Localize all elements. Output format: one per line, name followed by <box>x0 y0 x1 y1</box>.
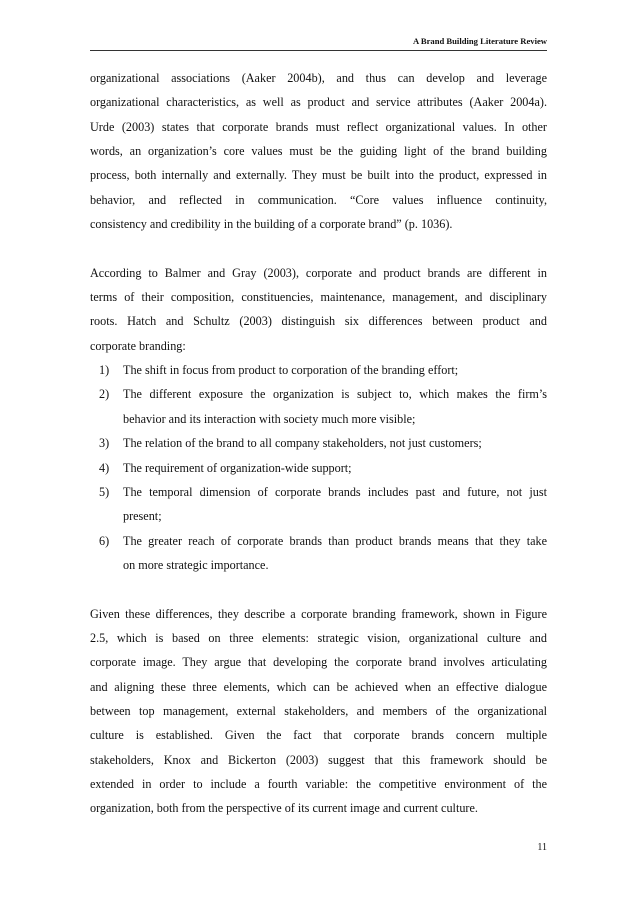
text-line: organizational associations (Aaker 2004b), and thus can develop and leverage <box>90 71 547 85</box>
list-number: 3) <box>99 436 110 451</box>
text-line: on more strategic importance. <box>123 557 269 572</box>
header-rule <box>90 50 547 51</box>
text-line: extended in order to include a fourth variable: the competitive environment of the <box>90 776 547 791</box>
list-number: 5) <box>99 484 110 499</box>
list-item <box>90 456 547 480</box>
text-line: between top management, external stakeholders, and members of the organizational <box>90 703 547 718</box>
page-number: 11 <box>537 842 547 853</box>
page-body <box>90 66 547 821</box>
paragraph-3 <box>90 602 547 821</box>
text-line: According to Balmer and Gray (2003), corporate and product brands are different in <box>90 265 547 280</box>
list-number: 6) <box>99 533 110 548</box>
running-header: A Brand Building Literature Review <box>412 36 547 46</box>
text-line: organizational characteristics, as well as product and service attributes (Aaker 2004a). <box>90 95 547 110</box>
text-line: present; <box>123 509 162 524</box>
list-item <box>90 431 547 455</box>
text-line: The greater reach of corporate brands than product brands means that they take <box>123 533 547 548</box>
list-number: 1) <box>99 363 110 378</box>
differences-list <box>90 358 547 577</box>
text-line: culture is established. Given the fact that corporate brands concern multiple <box>90 728 547 743</box>
text-line: stakeholders, Knox and Bickerton (2003) suggest that this framework should be <box>90 752 547 767</box>
text-line: organization, both from the perspective of its current image and current culture. <box>90 801 478 816</box>
list-number: 4) <box>99 460 110 475</box>
text-line: The relation of the brand to all company stakeholders, not just customers; <box>123 436 482 451</box>
text-line: 2.5, which is based on three elements: strategic vision, organizational culture and <box>90 630 547 645</box>
text-line: Given these differences, they describe a corporate branding framework, shown in Figure <box>90 606 547 621</box>
text-line: roots. Hatch and Schultz (2003) distinguish six differences between product and <box>90 314 547 329</box>
text-line: behavior, and reflected in communication. “Core values influence continuity, <box>90 192 547 207</box>
list-item <box>90 382 547 431</box>
list-item <box>90 480 547 529</box>
text-line: corporate image. They argue that developing the corporate brand involves articulating <box>90 655 547 670</box>
text-line: words, an organization’s core values must be the guiding light of the brand building <box>90 144 547 159</box>
text-line: process, both internally and externally. They must be built into the product, expressed in <box>90 168 547 183</box>
list-item <box>90 529 547 578</box>
text-line: The different exposure the organization is subject to, which makes the firm’s <box>123 387 547 402</box>
text-line: corporate branding: <box>90 338 186 353</box>
text-line: behavior and its interaction with society much more visible; <box>123 411 416 426</box>
paragraph-1 <box>90 66 547 236</box>
text-line: The shift in focus from product to corporation of the branding effort; <box>123 363 459 378</box>
text-line: terms of their composition, constituencies, maintenance, management, and disciplinary <box>90 290 547 305</box>
list-item <box>90 358 547 382</box>
text-line: The requirement of organization-wide support; <box>123 460 352 475</box>
text-line: The temporal dimension of corporate brands includes past and future, not just <box>123 484 547 499</box>
text-line: consistency and credibility in the building of a corporate brand” (p. 1036). <box>90 217 453 232</box>
list-number: 2) <box>99 387 110 402</box>
text-line: and aligning these three elements, which can be achieved when an effective dialogue <box>90 679 547 694</box>
paragraph-2 <box>90 261 547 358</box>
text-line: Urde (2003) states that corporate brands must reflect organizational values. In other <box>90 119 547 134</box>
